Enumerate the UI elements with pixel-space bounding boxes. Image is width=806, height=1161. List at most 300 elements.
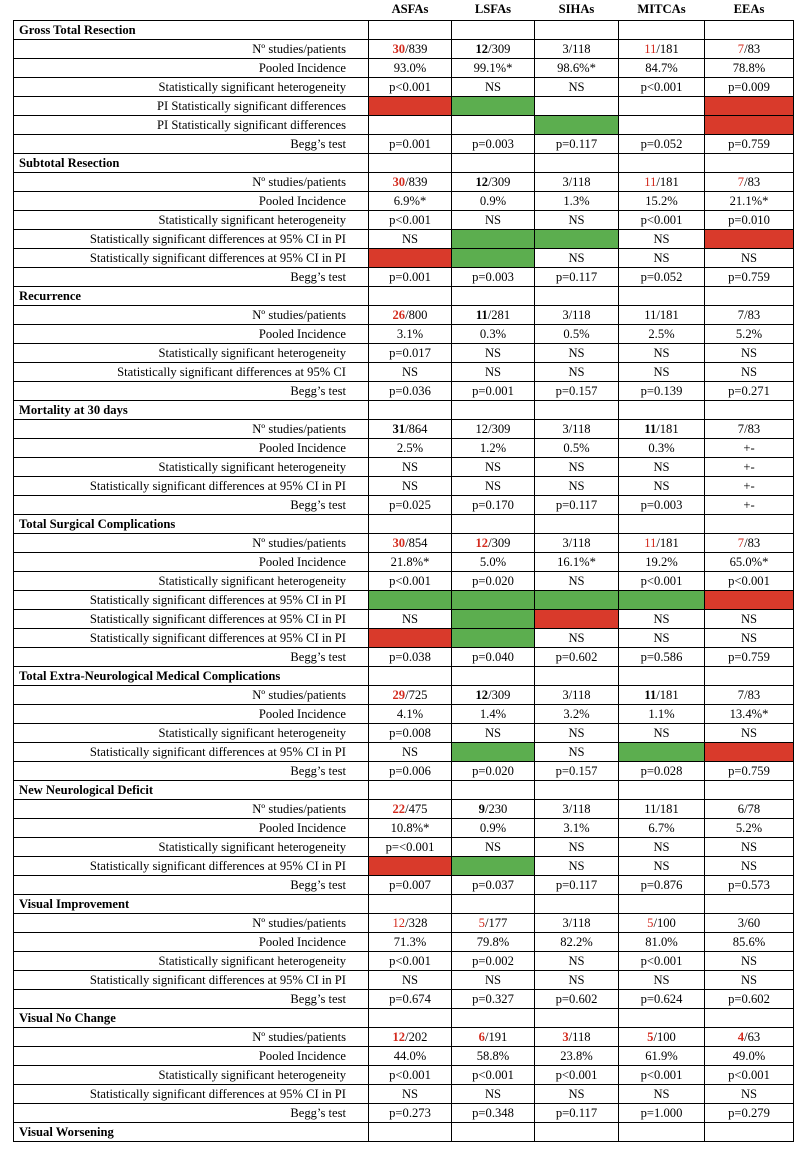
row-label: Statistically significant differences at 95% CI in PI: [14, 230, 369, 249]
section-header-row: [14, 667, 794, 686]
section-empty-cell: [535, 21, 619, 40]
emphasized-count: 12: [475, 535, 489, 550]
data-cell: NS: [619, 477, 705, 496]
section-empty-cell: [535, 515, 619, 534]
section-empty-cell: [369, 401, 452, 420]
data-cell: p=0.040: [452, 648, 535, 667]
data-cell: p=<0.001: [369, 838, 452, 857]
emphasized-count: 5: [647, 915, 654, 930]
data-cell: NS: [369, 1085, 452, 1104]
data-cell: NS: [619, 230, 705, 249]
data-cell: p=0.759: [705, 135, 794, 154]
row-label: Statistically significant differences at 95% CI in PI: [14, 610, 369, 629]
data-cell: p=0.876: [619, 876, 705, 895]
data-cell: NS: [619, 458, 705, 477]
data-cell: 93.0%: [369, 59, 452, 78]
data-cell: 82.2%: [535, 933, 619, 952]
data-cell: 11/181: [619, 800, 705, 819]
table-row: [14, 249, 794, 268]
data-cell: p=0.759: [705, 268, 794, 287]
table-row: [14, 1047, 794, 1066]
data-cell: 2.5%: [619, 325, 705, 344]
table-row: [14, 1085, 794, 1104]
section-header-row: [14, 895, 794, 914]
row-label: Statistically significant heterogeneity: [14, 724, 369, 743]
section-empty-cell: [369, 21, 452, 40]
data-cell: p=0.157: [535, 382, 619, 401]
data-cell: p=0.003: [619, 496, 705, 515]
section-header-row: [14, 154, 794, 173]
data-cell: [452, 173, 535, 192]
section-empty-cell: [705, 1009, 794, 1028]
data-cell: p<0.001: [452, 1066, 535, 1085]
section-empty-cell: [369, 515, 452, 534]
data-cell: 21.1%*: [705, 192, 794, 211]
emphasized-count: 5: [647, 1029, 654, 1044]
row-label: Statistically significant heterogeneity: [14, 838, 369, 857]
emphasized-count: 11: [644, 421, 657, 436]
section-empty-cell: [619, 287, 705, 306]
data-cell: NS: [452, 344, 535, 363]
section-empty-cell: [369, 667, 452, 686]
patient-count: /191: [484, 1029, 508, 1044]
green-indicator-cell: [452, 249, 535, 268]
emphasized-count: 31: [392, 421, 406, 436]
row-label: Statistically significant differences at 95% CI in PI: [14, 743, 369, 762]
data-cell: NS: [369, 363, 452, 382]
patient-count: /309: [488, 535, 511, 550]
results-table: [13, 2, 794, 1142]
data-cell: p<0.001: [535, 1066, 619, 1085]
table-row: [14, 382, 794, 401]
data-cell: p=0.052: [619, 135, 705, 154]
emphasized-count: 12: [475, 41, 489, 56]
section-empty-cell: [535, 667, 619, 686]
data-cell: [369, 306, 452, 325]
patient-count: /725: [405, 687, 428, 702]
data-cell: p<0.001: [369, 952, 452, 971]
data-cell: p=0.117: [535, 496, 619, 515]
emphasized-count: 11: [644, 687, 657, 702]
green-indicator-cell: [452, 230, 535, 249]
row-label: Pooled Incidence: [14, 819, 369, 838]
data-cell: p<0.001: [619, 211, 705, 230]
section-empty-cell: [705, 895, 794, 914]
row-label: Nº studies/patients: [14, 800, 369, 819]
column-header-eeas: EEAs: [733, 2, 765, 16]
data-cell: 0.9%: [452, 192, 535, 211]
row-label: Statistically significant differences at 95% CI: [14, 363, 369, 382]
section-empty-cell: [619, 1123, 705, 1142]
data-cell: p<0.001: [619, 952, 705, 971]
section-title: Mortality at 30 days: [14, 401, 369, 420]
data-cell: 85.6%: [705, 933, 794, 952]
data-cell: NS: [705, 344, 794, 363]
table-row: [14, 116, 794, 135]
patient-count: /839: [405, 174, 428, 189]
data-cell: NS: [619, 971, 705, 990]
data-cell: p=0.037: [452, 876, 535, 895]
data-cell: [705, 534, 794, 553]
data-cell: NS: [369, 743, 452, 762]
data-cell: 7/83: [705, 306, 794, 325]
data-cell: 49.0%: [705, 1047, 794, 1066]
patient-count: /309: [488, 174, 511, 189]
section-empty-cell: [535, 401, 619, 420]
section-empty-cell: [535, 1009, 619, 1028]
data-cell: NS: [452, 458, 535, 477]
section-empty-cell: [369, 895, 452, 914]
row-label: Statistically significant differences at 95% CI in PI: [14, 249, 369, 268]
patient-count: /181: [656, 421, 679, 436]
data-cell: p=0.139: [619, 382, 705, 401]
green-indicator-cell: [619, 591, 705, 610]
data-cell: NS: [619, 249, 705, 268]
data-cell: [452, 1028, 535, 1047]
section-header-row: [14, 21, 794, 40]
data-cell: 3/118: [535, 306, 619, 325]
data-cell: [452, 914, 535, 933]
data-cell: [705, 40, 794, 59]
row-label: PI Statistically significant differences: [14, 97, 369, 116]
data-cell: NS: [535, 363, 619, 382]
table-row: [14, 743, 794, 762]
emphasized-count: 12: [392, 915, 406, 930]
data-cell: 5.0%: [452, 553, 535, 572]
table-row: [14, 971, 794, 990]
emphasized-count: 12: [392, 1029, 406, 1044]
data-cell: NS: [535, 458, 619, 477]
table-row: [14, 344, 794, 363]
red-indicator-cell: [369, 857, 452, 876]
data-cell: NS: [535, 249, 619, 268]
data-cell: p<0.001: [369, 78, 452, 97]
table-row: [14, 819, 794, 838]
data-cell: [369, 534, 452, 553]
table-row: [14, 40, 794, 59]
data-cell: p=0.279: [705, 1104, 794, 1123]
table-row: [14, 173, 794, 192]
row-label: Begg’s test: [14, 382, 369, 401]
row-label: Pooled Incidence: [14, 933, 369, 952]
section-empty-cell: [705, 401, 794, 420]
data-cell: NS: [369, 971, 452, 990]
data-cell: p=0.003: [452, 268, 535, 287]
patient-count: /839: [405, 41, 428, 56]
table-row: [14, 230, 794, 249]
data-cell: NS: [705, 838, 794, 857]
row-label: Pooled Incidence: [14, 192, 369, 211]
data-cell: p=0.117: [535, 135, 619, 154]
section-title: Visual Improvement: [14, 895, 369, 914]
data-cell: p<0.001: [369, 572, 452, 591]
data-cell: NS: [535, 971, 619, 990]
section-header-row: [14, 781, 794, 800]
section-header-row: [14, 515, 794, 534]
section-empty-cell: [619, 154, 705, 173]
section-empty-cell: [619, 781, 705, 800]
table-row: [14, 325, 794, 344]
data-cell: 1.4%: [452, 705, 535, 724]
data-cell: 79.8%: [452, 933, 535, 952]
data-cell: [619, 116, 705, 135]
section-empty-cell: [535, 895, 619, 914]
section-empty-cell: [705, 154, 794, 173]
row-label: Begg’s test: [14, 876, 369, 895]
green-indicator-cell: [535, 591, 619, 610]
data-cell: 3/118: [535, 914, 619, 933]
emphasized-count: 12: [475, 174, 489, 189]
data-cell: NS: [619, 363, 705, 382]
green-indicator-cell: [452, 97, 535, 116]
green-indicator-cell: [452, 591, 535, 610]
data-cell: 16.1%*: [535, 553, 619, 572]
table-row: [14, 876, 794, 895]
data-cell: 6.7%: [619, 819, 705, 838]
row-label: Pooled Incidence: [14, 705, 369, 724]
row-label: Statistically significant heterogeneity: [14, 1066, 369, 1085]
data-cell: NS: [535, 857, 619, 876]
row-label: Statistically significant differences at 95% CI in PI: [14, 629, 369, 648]
data-cell: p=0.674: [369, 990, 452, 1009]
green-indicator-cell: [452, 629, 535, 648]
data-cell: p<0.001: [619, 572, 705, 591]
data-cell: [619, 40, 705, 59]
data-cell: 0.5%: [535, 325, 619, 344]
data-cell: p=0.003: [452, 135, 535, 154]
data-cell: 84.7%: [619, 59, 705, 78]
emphasized-count: 11: [644, 535, 657, 550]
data-cell: 4.1%: [369, 705, 452, 724]
data-cell: +-: [705, 496, 794, 515]
data-cell: p<0.001: [619, 1066, 705, 1085]
data-cell: NS: [452, 838, 535, 857]
data-cell: 3/118: [535, 534, 619, 553]
data-cell: p=0.052: [619, 268, 705, 287]
red-indicator-cell: [705, 116, 794, 135]
red-indicator-cell: [705, 743, 794, 762]
data-cell: 0.3%: [452, 325, 535, 344]
row-label: Begg’s test: [14, 762, 369, 781]
data-cell: 99.1%*: [452, 59, 535, 78]
row-label: Nº studies/patients: [14, 914, 369, 933]
patient-count: /118: [568, 1029, 591, 1044]
row-label: Begg’s test: [14, 990, 369, 1009]
data-cell: [619, 97, 705, 116]
data-cell: 1.1%: [619, 705, 705, 724]
section-title: Recurrence: [14, 287, 369, 306]
row-label: Statistically significant heterogeneity: [14, 344, 369, 363]
header-row: [14, 2, 794, 21]
data-cell: p=0.020: [452, 572, 535, 591]
data-cell: p=0.759: [705, 648, 794, 667]
row-label: Pooled Incidence: [14, 439, 369, 458]
emphasized-count: 5: [478, 915, 485, 930]
data-cell: p=0.001: [369, 135, 452, 154]
row-label: Begg’s test: [14, 1104, 369, 1123]
data-cell: NS: [535, 477, 619, 496]
data-cell: NS: [705, 249, 794, 268]
data-cell: p=1.000: [619, 1104, 705, 1123]
data-cell: NS: [619, 344, 705, 363]
data-cell: p=0.117: [535, 268, 619, 287]
green-indicator-cell: [619, 743, 705, 762]
data-cell: p=0.759: [705, 762, 794, 781]
row-label: Nº studies/patients: [14, 686, 369, 705]
section-empty-cell: [535, 781, 619, 800]
data-cell: p=0.001: [369, 268, 452, 287]
table-row: [14, 952, 794, 971]
red-indicator-cell: [705, 97, 794, 116]
table-row: [14, 477, 794, 496]
emphasized-count: 12: [475, 687, 489, 702]
data-cell: 58.8%: [452, 1047, 535, 1066]
row-label: Statistically significant differences at 95% CI in PI: [14, 1085, 369, 1104]
section-title: New Neurological Deficit: [14, 781, 369, 800]
patient-count: /181: [656, 174, 679, 189]
emphasized-count: 4: [737, 1029, 745, 1044]
data-cell: NS: [452, 78, 535, 97]
data-cell: p=0.170: [452, 496, 535, 515]
red-indicator-cell: [705, 591, 794, 610]
patient-count: /100: [653, 1029, 676, 1044]
data-cell: p<0.001: [369, 211, 452, 230]
data-cell: 1.3%: [535, 192, 619, 211]
data-cell: [452, 40, 535, 59]
patient-count: /281: [487, 307, 511, 322]
data-cell: [619, 1028, 705, 1047]
data-cell: 3/60: [705, 914, 794, 933]
data-cell: 98.6%*: [535, 59, 619, 78]
table-row: [14, 933, 794, 952]
data-cell: NS: [369, 458, 452, 477]
data-cell: 5.2%: [705, 819, 794, 838]
patient-count: /181: [656, 41, 679, 56]
data-cell: NS: [619, 629, 705, 648]
data-cell: [452, 534, 535, 553]
table-row: [14, 629, 794, 648]
emphasized-count: 7: [737, 535, 745, 550]
red-indicator-cell: [369, 249, 452, 268]
row-label: Nº studies/patients: [14, 173, 369, 192]
green-indicator-cell: [369, 591, 452, 610]
data-cell: [369, 1028, 452, 1047]
data-cell: [619, 173, 705, 192]
data-cell: NS: [535, 344, 619, 363]
section-empty-cell: [452, 1123, 535, 1142]
row-label: Statistically significant heterogeneity: [14, 572, 369, 591]
data-cell: p=0.602: [705, 990, 794, 1009]
section-empty-cell: [705, 1123, 794, 1142]
data-cell: p=0.573: [705, 876, 794, 895]
data-cell: p=0.009: [705, 78, 794, 97]
emphasized-count: 7: [737, 41, 745, 56]
section-empty-cell: [705, 781, 794, 800]
section-header-row: [14, 287, 794, 306]
table-row: [14, 648, 794, 667]
emphasized-count: 7: [737, 174, 745, 189]
row-label: Statistically significant differences at 95% CI in PI: [14, 971, 369, 990]
data-cell: 0.9%: [452, 819, 535, 838]
table-row: [14, 838, 794, 857]
data-cell: NS: [535, 724, 619, 743]
data-cell: p=0.117: [535, 1104, 619, 1123]
patient-count: /83: [744, 41, 761, 56]
emphasized-count: 26: [392, 307, 406, 322]
data-cell: 3.1%: [369, 325, 452, 344]
section-empty-cell: [619, 515, 705, 534]
section-empty-cell: [452, 154, 535, 173]
data-cell: [535, 97, 619, 116]
data-cell: p=0.036: [369, 382, 452, 401]
data-cell: [369, 40, 452, 59]
data-cell: 12/309: [452, 420, 535, 439]
emphasized-count: 3: [562, 1029, 569, 1044]
section-empty-cell: [619, 21, 705, 40]
section-empty-cell: [452, 1009, 535, 1028]
emphasized-count: 11: [475, 307, 488, 322]
table-row: [14, 363, 794, 382]
emphasized-count: 6: [478, 1029, 485, 1044]
table-row: [14, 135, 794, 154]
row-label: Pooled Incidence: [14, 1047, 369, 1066]
section-empty-cell: [619, 667, 705, 686]
data-cell: NS: [452, 211, 535, 230]
row-label: Statistically significant differences at 95% CI in PI: [14, 591, 369, 610]
data-cell: [619, 534, 705, 553]
section-empty-cell: [535, 287, 619, 306]
data-cell: NS: [705, 610, 794, 629]
row-label: Statistically significant heterogeneity: [14, 952, 369, 971]
data-cell: 2.5%: [369, 439, 452, 458]
data-cell: NS: [705, 952, 794, 971]
data-cell: p<0.001: [369, 1066, 452, 1085]
data-cell: 81.0%: [619, 933, 705, 952]
table-row: [14, 534, 794, 553]
data-cell: NS: [619, 610, 705, 629]
data-cell: 6.9%*: [369, 192, 452, 211]
data-cell: NS: [535, 952, 619, 971]
section-empty-cell: [705, 667, 794, 686]
data-cell: NS: [619, 724, 705, 743]
patient-count: /83: [744, 535, 761, 550]
data-cell: NS: [705, 1085, 794, 1104]
data-cell: p=0.007: [369, 876, 452, 895]
row-label: Begg’s test: [14, 135, 369, 154]
patient-count: /800: [405, 307, 428, 322]
data-cell: NS: [535, 743, 619, 762]
section-title: Visual Worsening: [14, 1123, 369, 1142]
table-row: [14, 572, 794, 591]
green-indicator-cell: [452, 743, 535, 762]
data-cell: p=0.017: [369, 344, 452, 363]
column-header-asfas: ASFAs: [391, 2, 429, 16]
red-indicator-cell: [535, 610, 619, 629]
table-row: [14, 420, 794, 439]
section-title: Visual No Change: [14, 1009, 369, 1028]
table-row: [14, 857, 794, 876]
table-row: [14, 724, 794, 743]
section-empty-cell: [452, 21, 535, 40]
table-row: [14, 610, 794, 629]
patient-count: /202: [405, 1029, 428, 1044]
data-cell: [619, 914, 705, 933]
section-empty-cell: [619, 1009, 705, 1028]
table-row: [14, 306, 794, 325]
table-row: [14, 990, 794, 1009]
table-row: [14, 97, 794, 116]
data-cell: 3/118: [535, 800, 619, 819]
